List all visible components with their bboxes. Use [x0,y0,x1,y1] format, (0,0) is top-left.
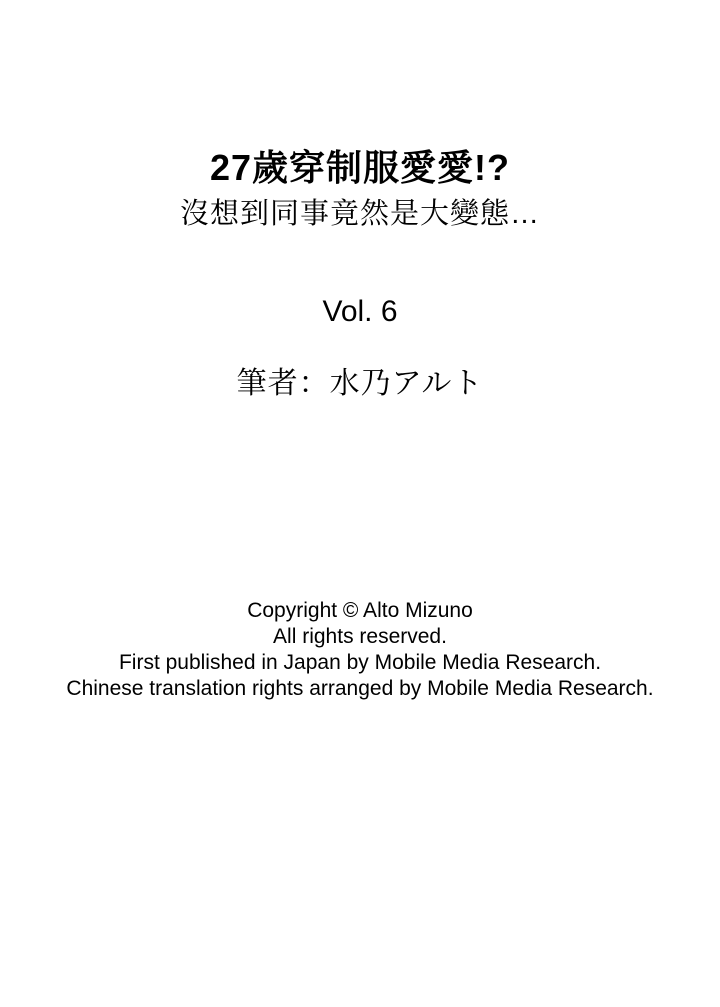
page-subtitle: 沒想到同事竟然是大變態… [179,198,540,230]
volume-label: Vol. 6 [322,295,398,328]
copyright-block [0,598,720,702]
copyright-line: All rights reserved. [273,625,447,648]
copyright-line: Chinese translation rights arranged by Mobile Media Research. [66,677,654,700]
author-line: 筆者：水乃アルト [236,367,484,400]
copyright-line: First published in Japan by Mobile Media Research. [118,651,602,674]
copyright-line: Copyright © Alto Mizuno [247,599,473,622]
page-title: 27歲穿制服愛愛!? [209,147,511,188]
